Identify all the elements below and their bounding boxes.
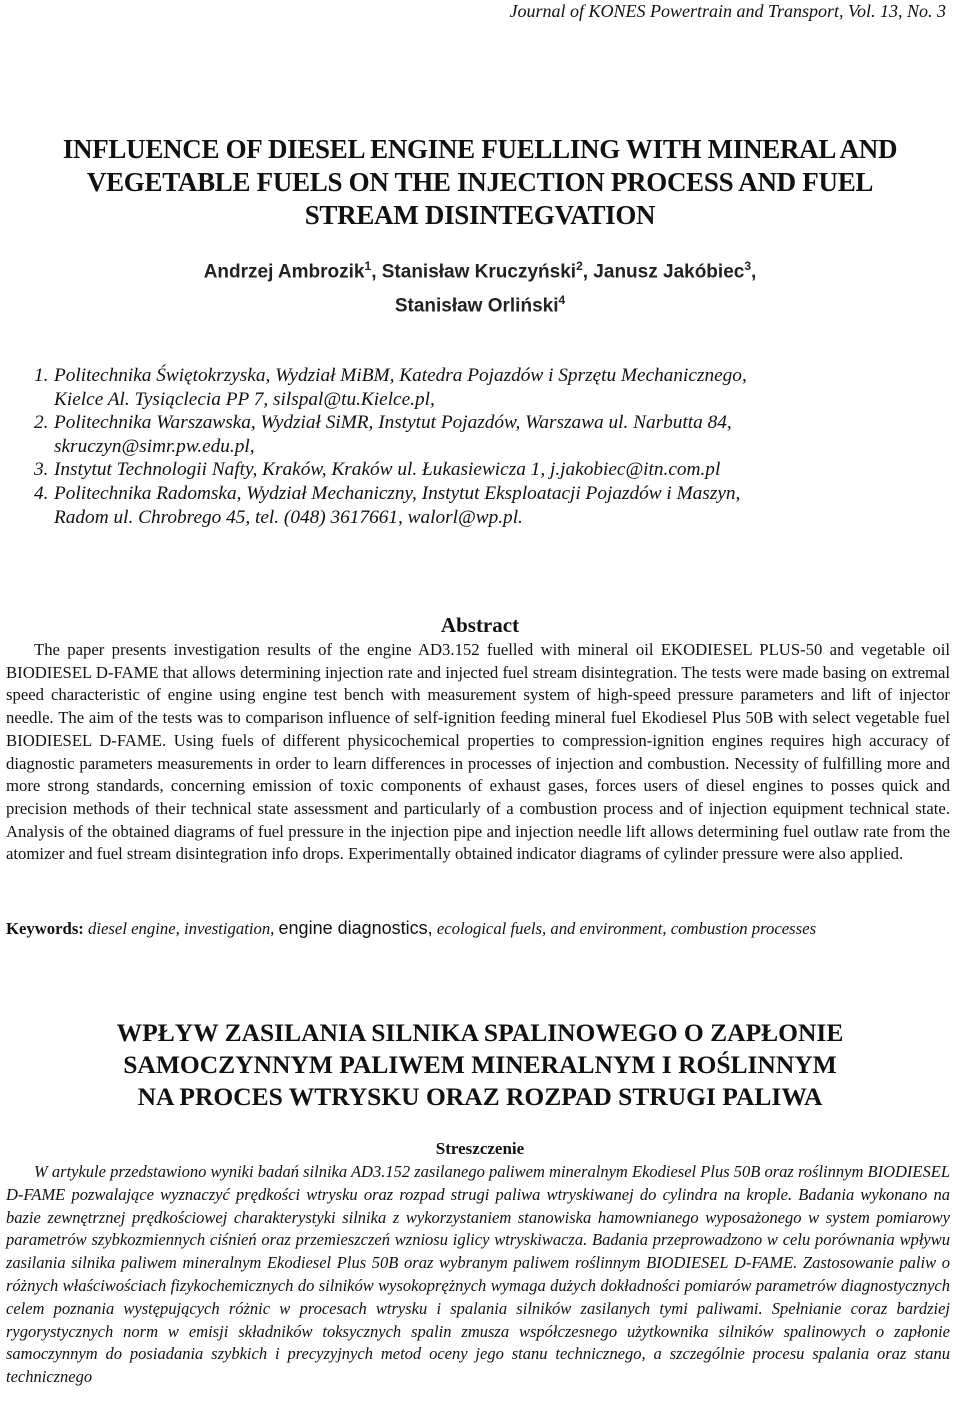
title-line: STREAM DISINTEGVATION xyxy=(304,200,656,230)
abstract-text: The paper presents investigation results of the engine AD3.152 fuelled with mineral oil EKODIESEL PLUS-50 and vegetable oil BIODIESEL D-FAME that allows determining injection rate and injected fuel stream disintegration. The tests were made basing on extremal speed characteristic of engine using engine test bench with measurement system of high-speed pressure parameters and lift of injector needle. The aim of the tests was to comparison influence of self-ignition feeding mineral fuel Ekodiesel Plus 50B with select vegetable fuel BIODIESEL D-FAME. Using fuels of different physicochemical properties to compression-ignition engines requires high accuracy of diagnostic parameters measurements in order to learn differences in processes of injection and combustion. Necessity of fulfilling more and more strong standards, concerning emission of toxic components of exhaust gases, forces users of diesel engines to posses quick and precision methods of their technical state assessment and particularly of a combustion process and of injection equipment technical state. Analysis of the obtained diagrams of fuel pressure in the injection pipe and injection needle lift allows determining fuel outlaw rate from the atomizer and fuel stream disintegration info drops. Experimentally obtained indicator diagrams of cylinder pressure were also applied. xyxy=(6,640,950,864)
affiliation-text: Politechnika Świętokrzyska, Wydział MiBM, Katedra Pojazdów i Sprzętu Mechanicznego, xyxy=(54,365,747,386)
keywords-text: diesel engine, investigation, xyxy=(83,919,279,938)
affiliation-item xyxy=(34,458,940,482)
affiliation-text: Kielce Al. Tysiąclecia PP 7, silspal@tu.Kielce.pl, xyxy=(54,388,435,410)
author-line xyxy=(0,252,960,286)
author-affiliation-mark: 3 xyxy=(744,259,752,273)
author-name: , Janusz Jakóbiec xyxy=(582,261,745,283)
title-line: INFLUENCE OF DIESEL ENGINE FUELLING WITH MINERAL AND xyxy=(62,134,898,164)
affiliation-text: Politechnika Warszawska, Wydział SiMR, Instytut Pojazdów, Warszawa ul. Narbutta 84, xyxy=(54,412,732,434)
polish-title-line: WPŁYW ZASILANIA SILNIKA SPALINOWEGO O ZAPŁONIE xyxy=(116,1018,844,1047)
affiliation-item xyxy=(34,364,940,411)
author-affiliation-mark: 1 xyxy=(364,259,372,273)
keywords xyxy=(6,916,950,942)
streszczenie-text: W artykule przedstawiono wyniki badań silnika AD3.152 zasilanego paliwem mineralnym Ekodiesel Plus 50B oraz roślinnym BIODIESEL D-FAME pozwalające wyznaczyć prędkości wtrysku oraz rozpad strugi paliwa wtryskiwanej do cylindra na krople. Badania wykonano na bazie zewnętrznej prędkościowej charakterystyki silnika z wykorzystaniem stanowiska hamownianego wyposażonego w system pomiarowy parametrów szybkozmiennych ciśnień oraz przemieszczeń wzniosu iglicy wtryskiwacza. Badania przeprowadzono w celu porównania wpływu zasilania silnika paliwem mineralnym Ekodiesel Plus 50B oraz wybranym paliwem roślinnym BIODIESEL D-FAME. Zastosowanie paliw o różnych właściwościach fizykochemicznych do silników wysokoprężnych wymaga dużych dokładności pomiarów parametrów diagnostycznych celem poznania występujących różnic w procesach wtrysku i spalania silników zasilanych tymi paliwami. Spełnianie coraz bardziej rygorystycznych norm w emisji składników toksycznych spalin zmusza współczesnego użytkownika silników spalinowych o zapłonie samoczynnym do posiadania szybkich i precyzyjnych metod oceny jego stanu technicznego, a szczególnie procesu spalania oraz stanu technicznego xyxy=(6,1162,950,1387)
author-separator: , xyxy=(751,261,757,283)
affiliation-item xyxy=(34,411,940,458)
author-name: Stanisław Orliński xyxy=(394,295,559,317)
polish-title xyxy=(0,1017,960,1113)
polish-title-line: SAMOCZYNNYM PALIWEM MINERALNYM I ROŚLINNYM xyxy=(123,1050,837,1079)
keywords-text: engine diagnostics, xyxy=(278,918,433,938)
journal-header: Journal of KONES Powertrain and Transport, Vol. 13, No. 3 xyxy=(509,1,946,21)
keywords-text: ecological fuels, and environment, combustion processes xyxy=(432,919,817,938)
affiliation-item xyxy=(34,482,940,529)
polish-title-line: NA PROCES WTRYSKU ORAZ ROZPAD STRUGI PALIWA xyxy=(137,1082,823,1111)
author-list xyxy=(0,252,960,321)
author-affiliation-mark: 4 xyxy=(558,293,566,308)
affiliation-number: 3. xyxy=(34,459,49,481)
affiliation-list xyxy=(34,364,940,529)
affiliation-number: 1. xyxy=(34,365,49,386)
title-line: VEGETABLE FUELS ON THE INJECTION PROCESS AND FUEL xyxy=(86,167,874,197)
affiliation-text: Politechnika Radomska, Wydział Mechaniczny, Instytut Eksploatacji Pojazdów i Maszyn, xyxy=(54,482,741,504)
author-affiliation-mark: 2 xyxy=(576,259,583,273)
affiliation-text: Instytut Technologii Nafty, Kraków, Kraków ul. Łukasiewicza 1, j.jakobiec@itn.com.pl xyxy=(54,459,721,481)
affiliation-text: Radom ul. Chrobrego 45, tel. (048) 3617661, walorl@wp.pl. xyxy=(54,506,523,528)
author-name: Andrzej Ambrozik xyxy=(203,261,365,283)
affiliation-number: 4. xyxy=(34,482,49,504)
affiliation-text: skruczyn@simr.pw.edu.pl, xyxy=(54,435,255,457)
affiliation-number: 2. xyxy=(34,412,49,434)
author-line xyxy=(0,286,960,320)
paper-title xyxy=(6,133,954,232)
streszczenie-heading: Streszczenie xyxy=(435,1139,525,1158)
author-name: , Stanisław Kruczyński xyxy=(371,261,577,283)
abstract-heading: Abstract xyxy=(440,613,520,637)
keywords-label: Keywords: xyxy=(6,919,84,938)
